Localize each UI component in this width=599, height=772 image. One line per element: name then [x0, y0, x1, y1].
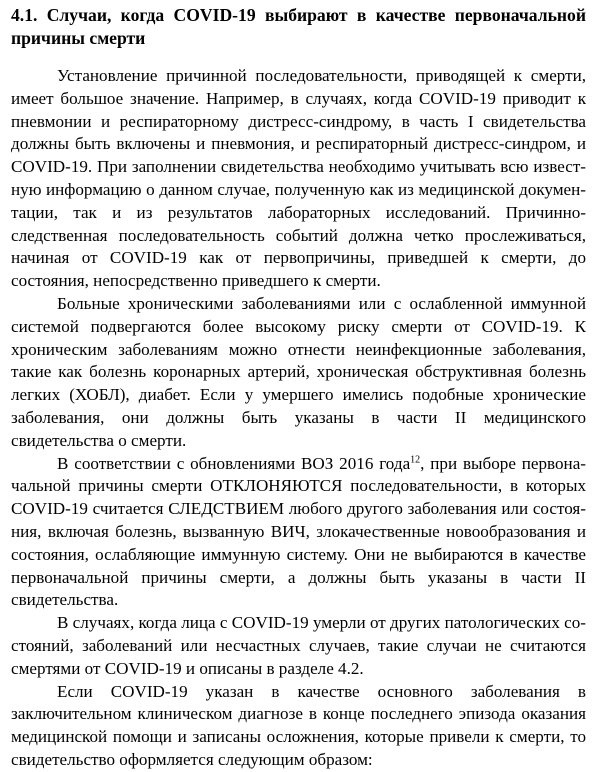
paragraph-causal-sequence: Установление причинной последовательности, приводящей к смерти, имеет большое значение. Например, в случаях, когда COVID-19 приводит к пневмонии и респираторному дистресс-синдрому, в часть I свидетельства должны быть включены и пневмония, и респираторный дистресс-синдром, и COVID-19. При заполнении свидетельства необходимо учитывать всю известную информацию о данном случае, полученную как из медицинской документации, так и из результатов лабораторных исследований. Причинно-следственная последовательность событий должна четко прослеживаться, начиная от COVID-19 как от первопричины, приведшей к смерти, до состояния, непосредственно приведшего к смерти. [11, 66, 586, 291]
paragraph-who-updates [11, 453, 586, 613]
who-updates-text-before: В соответствии с обновлениями ВОЗ 2016 года [57, 453, 411, 473]
paragraph-chronic-diseases: Больные хроническими заболеваниями или с ослабленной иммунной системой подвергаются более высокому риску смерти от COVID-19. К хроническим заболеваниям можно отнести неинфекционные заболевания, такие как болезнь коронарных артерий, хроническая обструктивная болезнь легких (ХОБЛ), диабет. Если у умершего имелись подобные хронические заболевания, они должны быть указаны в части II медицинского свидетельства о смерти. [11, 293, 586, 450]
section-heading: 4.1. Случаи, когда COVID-19 выбирают в качестве первоначальной причины смерти [11, 5, 586, 48]
paragraph-certificate-format: Если COVID-19 указан в качестве основного заболевания в заключительном клиническом диагнозе в конце последнего эпизода оказания медицинской помощи и записаны осложнения, которые привели к смерти, то свидетельство оформляется следующим образом: [11, 681, 586, 769]
footnote-reference: 12 [410, 453, 421, 465]
who-updates-text-after: , при выборе первоначальной причины смерти ОТКЛОНЯЮТСЯ последовательности, в которых COVID-19 считается СЛЕДСТВИЕМ любого другого заболевания или состояния, включая болезнь, вызванную ВИЧ, злокачественные новообразования и состояния, ослабляющие иммунную систему. Они не выбираются в качестве первоначальной причины смерти, а должны быть указаны в части II свидетельства. [11, 453, 586, 610]
paragraph-other-causes: В случаях, когда лица с COVID-19 умерли от других патологических состояний, заболеваний или несчастных случаев, такие случаи не считаются смертями от COVID-19 и описаны в разделе 4.2. [11, 613, 586, 678]
